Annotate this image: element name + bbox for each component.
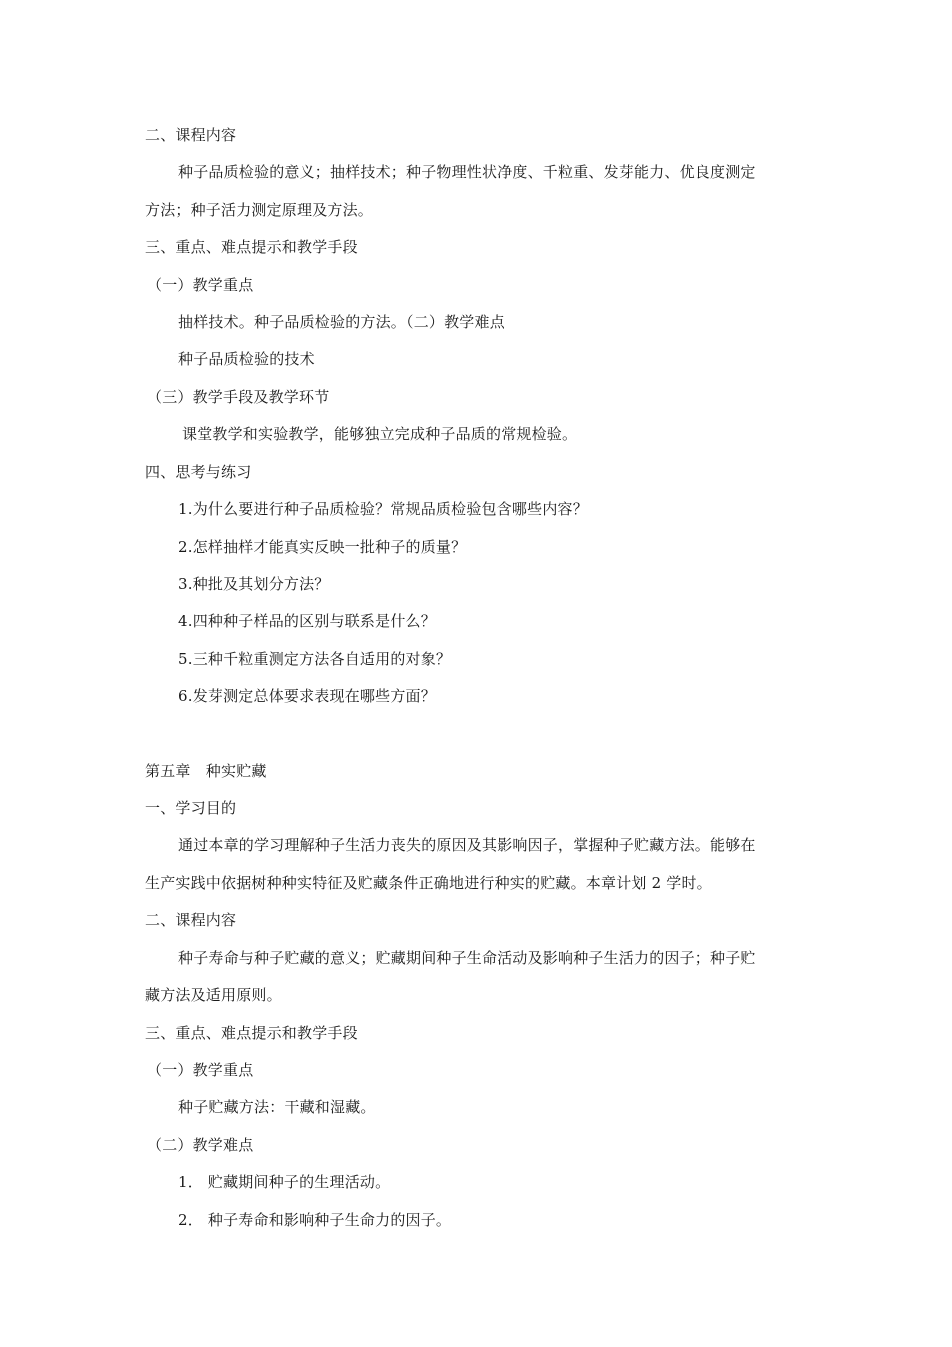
paragraph-line: 通过本章的学习理解种子生活力丧失的原因及其影响因子，掌握种子贮藏方法。能够在: [178, 836, 756, 854]
list-item: 2． 种子寿命和影响种子生命力的因子。: [178, 1211, 452, 1229]
paragraph-line: 种子寿命与种子贮藏的意义；贮藏期间种子生命活动及影响种子生活力的因子；种子贮: [178, 949, 756, 967]
exercise-item: 1.为什么要进行种子品质检验？常规品质检验包含哪些内容？: [178, 500, 588, 518]
heading-key-points: 三、重点、难点提示和教学手段: [145, 238, 358, 256]
subheading-teaching-focus: （一）教学重点: [147, 1061, 254, 1079]
exercise-item: 5.三种千粒重测定方法各自适用的对象？: [178, 650, 452, 668]
paragraph-line: 种子品质检验的技术: [178, 350, 315, 368]
paragraph-line: 方法；种子活力测定原理及方法。: [145, 201, 374, 219]
paragraph-line: 课堂教学和实验教学，能够独立完成种子品质的常规检验。: [182, 425, 578, 443]
chapter-title: 第五章 种实贮藏: [145, 762, 267, 780]
list-item: 1． 贮藏期间种子的生理活动。: [178, 1173, 391, 1191]
heading-learning-objective: 一、学习目的: [145, 799, 237, 817]
heading-exercises: 四、思考与练习: [145, 463, 252, 481]
subheading-teaching-means: （三）教学手段及教学环节: [147, 388, 330, 406]
exercise-item: 2.怎样抽样才能真实反映一批种子的质量？: [178, 538, 467, 556]
heading-course-content: 二、课程内容: [145, 126, 237, 144]
paragraph-line: 藏方法及适用原则。: [145, 986, 282, 1004]
paragraph-line: 抽样技术。种子品质检验的方法。（二）教学难点: [178, 313, 505, 331]
subheading-teaching-difficulty: （二）教学难点: [147, 1136, 254, 1154]
exercise-item: 6.发芽测定总体要求表现在哪些方面？: [178, 687, 436, 705]
paragraph-line: 种子贮藏方法：干藏和湿藏。: [178, 1098, 376, 1116]
heading-key-points: 三、重点、难点提示和教学手段: [145, 1024, 358, 1042]
paragraph-line: 种子品质检验的意义；抽样技术；种子物理性状净度、千粒重、发芽能力、优良度测定: [178, 163, 756, 181]
paragraph-line: 生产实践中依据树种种实特征及贮藏条件正确地进行种实的贮藏。本章计划 2 学时。: [145, 874, 712, 892]
subheading-teaching-focus: （一）教学重点: [147, 276, 254, 294]
heading-course-content: 二、课程内容: [145, 911, 237, 929]
exercise-item: 3.种批及其划分方法？: [178, 575, 330, 593]
exercise-item: 4.四种种子样品的区别与联系是什么？: [178, 612, 436, 630]
